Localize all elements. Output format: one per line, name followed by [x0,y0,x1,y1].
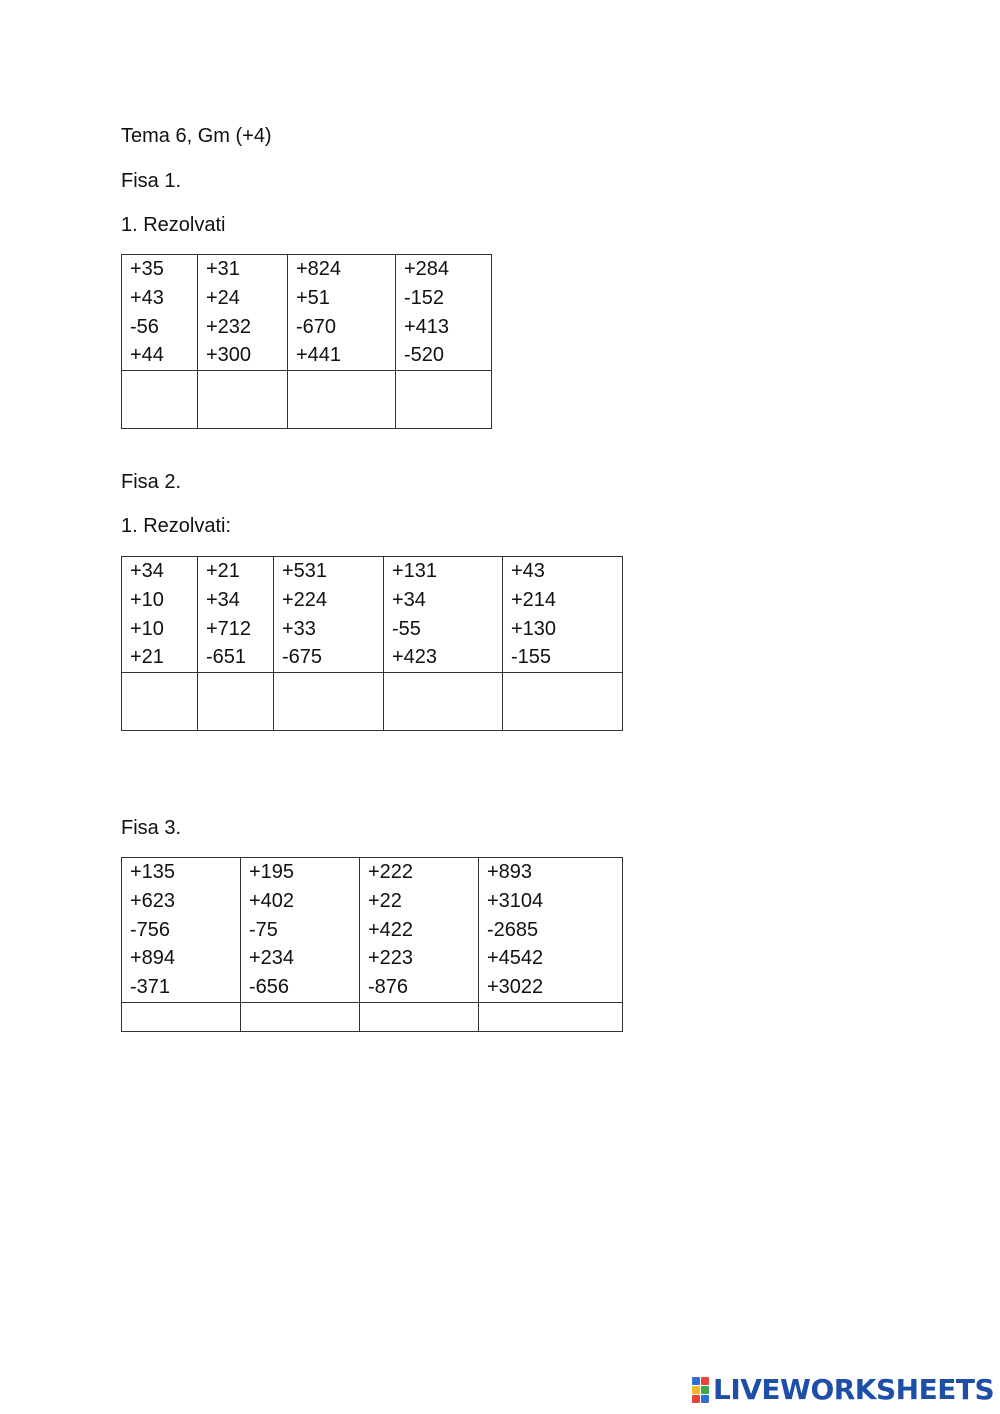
number-column-cell [503,557,623,673]
number-value: +21 [206,560,240,582]
number-value: +824 [296,258,342,280]
answer-cell[interactable] [360,1002,479,1031]
number-column-cell [198,557,274,673]
number-value: -2685 [487,918,539,941]
number-value: -651 [206,646,247,669]
number-column-cell [288,255,396,371]
number-column-cell [396,255,492,371]
number-value: +22 [368,889,402,912]
numbers-row [122,255,492,371]
liveworksheets-logo-icon [692,1377,710,1403]
answer-cell[interactable] [241,1002,360,1031]
answer-cell[interactable] [198,673,274,731]
number-value: -56 [130,315,159,338]
number-column-cell [122,858,241,1003]
number-value: -675 [282,646,323,669]
exercise-table [121,254,492,429]
number-value: -876 [368,976,409,999]
number-value: +135 [130,861,176,883]
numbers-row [122,557,623,673]
number-value: +300 [206,344,252,367]
number-column-cell [274,557,384,673]
number-column-cell [122,557,198,673]
number-value: -756 [130,918,171,941]
section-heading: Fisa 3. [121,817,182,839]
answer-cell[interactable] [122,673,198,731]
number-value: +34 [392,588,426,611]
number-value: +34 [206,588,240,611]
number-value: +43 [130,286,164,309]
number-value: +423 [392,646,438,669]
number-value: +422 [368,918,414,941]
number-value: -371 [130,976,171,999]
number-value: +413 [404,315,450,338]
number-value: -520 [404,344,445,367]
number-value: +51 [296,286,330,309]
number-value: +3022 [487,976,544,999]
answer-cell[interactable] [122,371,198,429]
number-value: -656 [249,976,290,999]
number-value: +21 [130,646,164,669]
number-value: +43 [511,560,545,582]
number-value: +195 [249,861,295,883]
number-value: +623 [130,889,176,912]
number-value: -55 [392,617,421,640]
number-value: +3104 [487,889,544,912]
number-column-cell [122,255,198,371]
number-value: +712 [206,617,252,640]
number-value: -152 [404,286,445,309]
answer-cell[interactable] [122,1002,241,1031]
number-column-cell [384,557,503,673]
number-value: +222 [368,861,414,883]
answer-cell[interactable] [274,673,384,731]
number-value: +130 [511,617,557,640]
number-value: +894 [130,947,176,970]
number-value: -75 [249,918,278,941]
brand-name: LIVEWORKSHEETS [713,1373,995,1406]
number-value: +223 [368,947,414,970]
exercise-table [121,857,623,1032]
answer-row [122,1002,623,1031]
number-value: +284 [404,258,450,280]
number-value: +531 [282,560,328,582]
number-value: +441 [296,344,342,367]
number-value: +232 [206,315,252,338]
answer-cell[interactable] [384,673,503,731]
section-instruction: 1. Rezolvati: [121,515,232,537]
number-value: +34 [130,560,164,582]
numbers-row [122,858,623,1003]
number-column-cell [479,858,623,1003]
number-column-cell [241,858,360,1003]
number-value: +4542 [487,947,544,970]
number-value: +214 [511,588,557,611]
section-heading: Fisa 2. [121,471,182,493]
number-value: -670 [296,315,337,338]
section-instruction: 1. Rezolvati [121,214,226,236]
number-value: +10 [130,617,164,640]
answer-cell[interactable] [288,371,396,429]
number-value: +234 [249,947,295,970]
answer-row [122,371,492,429]
number-value: +10 [130,588,164,611]
exercise-table [121,556,623,731]
number-value: +131 [392,560,438,582]
section-heading: Fisa 1. [121,170,182,192]
number-value: +44 [130,344,164,367]
number-column-cell [360,858,479,1003]
number-value: +31 [206,258,240,280]
number-value: +35 [130,258,164,280]
number-value: -155 [511,646,552,669]
number-value: +893 [487,861,533,883]
number-value: +33 [282,617,316,640]
answer-cell[interactable] [479,1002,623,1031]
answer-cell[interactable] [198,371,288,429]
number-value: +402 [249,889,295,912]
liveworksheets-logo [692,1374,994,1406]
number-column-cell [198,255,288,371]
answer-row [122,673,623,731]
number-value: +24 [206,286,240,309]
page-title: Tema 6, Gm (+4) [121,125,272,147]
number-value: +224 [282,588,328,611]
answer-cell[interactable] [396,371,492,429]
answer-cell[interactable] [503,673,623,731]
